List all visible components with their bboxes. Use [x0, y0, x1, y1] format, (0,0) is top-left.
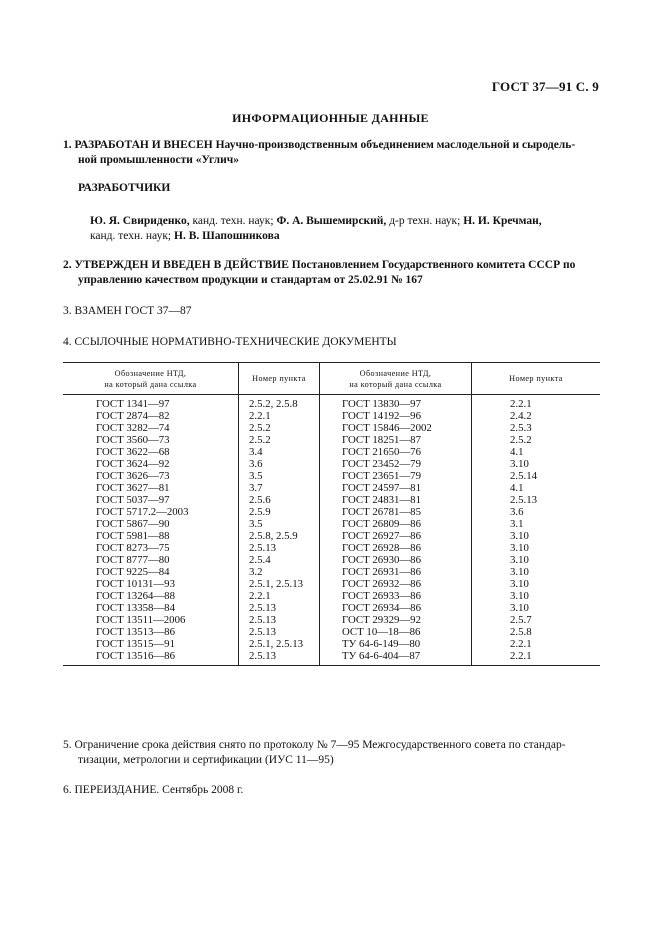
ref-doc-cell: ГОСТ 21650—76 [320, 446, 472, 458]
ref-doc-cell: ГОСТ 9225—84 [96, 566, 170, 578]
developer-degree: д-р техн. наук; [389, 215, 461, 227]
developers-line2 [90, 229, 598, 244]
ref-doc-cell: ГОСТ 3282—74 [96, 422, 170, 434]
ref-doc-cell: ГОСТ 5867—90 [96, 518, 170, 530]
ref-point-cell: 2.5.9 [239, 506, 320, 518]
ref-point-cell: 3.6 [472, 506, 601, 518]
ref-doc-cell: ГОСТ 13511—2006 [96, 614, 186, 626]
page-title: ИНФОРМАЦИОННЫЕ ДАННЫЕ [232, 111, 429, 125]
section-approved-label: 2. УТВЕРЖДЕН И ВВЕДЕН В ДЕЙСТВИЕ [63, 259, 289, 271]
document-id: ГОСТ 37—91 С. 9 [491, 79, 599, 94]
section-replaces: 3. ВЗАМЕН ГОСТ 37—87 [63, 305, 192, 317]
ref-point-cell: 2.5.6 [239, 494, 320, 506]
table-row [63, 650, 600, 666]
ref-point-cell: 3.10 [472, 578, 601, 590]
section-developed-line1 [63, 138, 599, 153]
ref-doc-cell: ГОСТ 29329—92 [320, 614, 472, 626]
section-approved-text: Постановлением Государственного комитета СССР по [291, 259, 576, 271]
ref-doc-cell: ГОСТ 10131—93 [96, 578, 175, 590]
ref-doc-cell: ОСТ 10—18—86 [320, 626, 472, 638]
ref-point-cell: 3.10 [472, 530, 601, 542]
section-developed-line2: ной промышленности «Углич» [78, 154, 239, 166]
ref-point-cell: 3.10 [472, 590, 601, 602]
col-header-doc: Обозначение НТД, на который дана ссылка [63, 363, 239, 395]
section-validity-line2: тизации, метрологии и сертификации (ИУС 11—95) [78, 754, 334, 766]
table-row [63, 395, 600, 411]
ref-doc-cell: ГОСТ 3622—68 [96, 446, 170, 458]
table-row [63, 470, 600, 482]
table-row [63, 482, 600, 494]
table-row [63, 518, 600, 530]
col-header-point: Номер пункта [239, 363, 320, 395]
ref-point-cell: 3.10 [472, 542, 601, 554]
ref-point-cell: 2.5.2 [472, 434, 601, 446]
ref-point-cell: 3.1 [472, 518, 601, 530]
ref-doc-cell: ГОСТ 24597—81 [320, 482, 472, 494]
developers-line1 [90, 214, 598, 229]
table-row [63, 458, 600, 470]
ref-point-cell: 3.4 [239, 446, 320, 458]
section-approved [63, 258, 599, 288]
ref-doc-cell: ГОСТ 26930—86 [320, 554, 472, 566]
ref-point-cell: 2.2.1 [239, 590, 320, 602]
ref-doc-cell: ГОСТ 26932—86 [320, 578, 472, 590]
section-developed-label: 1. РАЗРАБОТАН И ВНЕСЕН [63, 139, 213, 151]
ref-point-cell: 2.2.1 [239, 410, 320, 422]
ref-point-cell: 2.5.2, 2.5.8 [239, 395, 320, 411]
table-row [63, 602, 600, 614]
ref-doc-cell: ГОСТ 8777—80 [96, 554, 170, 566]
table-row [63, 410, 600, 422]
ref-doc-cell: ГОСТ 23452—79 [320, 458, 472, 470]
ref-doc-cell: ГОСТ 26809—86 [320, 518, 472, 530]
ref-doc-cell: ГОСТ 24831—81 [320, 494, 472, 506]
section-validity-line1: 5. Ограничение срока действия снято по протоколу № 7—95 Межгосударственного совета по стандар- [63, 739, 566, 751]
developer-name: Ю. Я. Свириденко, [90, 215, 190, 227]
ref-doc-cell: ТУ 64-6-149—80 [320, 638, 472, 650]
table-row [63, 506, 600, 518]
ref-point-cell: 3.10 [472, 554, 601, 566]
col-header-doc: Обозначение НТД, на который дана ссылка [320, 363, 472, 395]
ref-doc-cell: ГОСТ 5037—97 [96, 494, 170, 506]
ref-point-cell: 2.5.3 [472, 422, 601, 434]
developer-degree: канд. техн. наук; [192, 215, 274, 227]
ref-point-cell: 3.10 [472, 602, 601, 614]
references-table [63, 362, 600, 666]
ref-point-cell: 2.5.7 [472, 614, 601, 626]
section-reissue: 6. ПЕРЕИЗДАНИЕ. Сентябрь 2008 г. [63, 784, 244, 796]
table-body [63, 395, 600, 666]
table-row [63, 446, 600, 458]
ref-doc-cell: ГОСТ 13264—88 [96, 590, 175, 602]
ref-doc-cell: ГОСТ 13516—86 [63, 650, 239, 666]
ref-point-cell: 2.5.1, 2.5.13 [239, 638, 320, 650]
ref-point-cell: 2.5.4 [239, 554, 320, 566]
section-validity [63, 738, 599, 768]
col-header-point: Номер пункта [472, 363, 601, 395]
ref-doc-cell: ГОСТ 18251—87 [320, 434, 472, 446]
developers-list [90, 214, 598, 244]
developer-degree: канд. техн. наук; [90, 230, 172, 242]
developer-name: Ф. А. Вышемирский, [276, 215, 387, 227]
table-row [63, 566, 600, 578]
ref-doc-cell: ГОСТ 13513—86 [96, 626, 175, 638]
ref-point-cell: 2.5.8, 2.5.9 [239, 530, 320, 542]
section-references: 4. ССЫЛОЧНЫЕ НОРМАТИВНО-ТЕХНИЧЕСКИЕ ДОКУМЕНТЫ [63, 336, 397, 348]
ref-point-cell: 2.5.1, 2.5.13 [239, 578, 320, 590]
ref-point-cell: 2.5.13 [239, 614, 320, 626]
ref-point-cell: 3.2 [239, 566, 320, 578]
table-row [63, 626, 600, 638]
ref-point-cell: 2.5.14 [472, 470, 601, 482]
ref-doc-cell: ГОСТ 5981—88 [96, 530, 170, 542]
ref-doc-cell: ГОСТ 26934—86 [320, 602, 472, 614]
table-row [63, 494, 600, 506]
ref-doc-cell: ГОСТ 13830—97 [320, 395, 472, 411]
table-row [63, 542, 600, 554]
table-row [63, 422, 600, 434]
ref-point-cell: 2.2.1 [472, 638, 601, 650]
ref-doc-cell: ГОСТ 26927—86 [320, 530, 472, 542]
table-row [63, 554, 600, 566]
ref-doc-cell: ГОСТ 3627—81 [96, 482, 170, 494]
table-row [63, 530, 600, 542]
ref-point-cell: 2.5.2 [239, 434, 320, 446]
developer-name: Н. И. Кречман, [463, 215, 542, 227]
ref-point-cell: 4.1 [472, 482, 601, 494]
ref-doc-cell: ГОСТ 26933—86 [320, 590, 472, 602]
ref-doc-cell: ГОСТ 26928—86 [320, 542, 472, 554]
table-row [63, 578, 600, 590]
ref-doc-cell: ГОСТ 26931—86 [320, 566, 472, 578]
developers-heading: РАЗРАБОТЧИКИ [78, 182, 171, 194]
ref-point-cell: 2.5.13 [239, 650, 320, 666]
ref-doc-cell: ГОСТ 3626—73 [96, 470, 170, 482]
ref-doc-cell: ГОСТ 14192—96 [320, 410, 472, 422]
ref-point-cell: 3.6 [239, 458, 320, 470]
ref-point-cell: 2.5.8 [472, 626, 601, 638]
ref-point-cell: 2.5.13 [239, 542, 320, 554]
ref-doc-cell: ТУ 64-6-404—87 [320, 650, 472, 666]
ref-point-cell: 3.10 [472, 566, 601, 578]
ref-doc-cell: ГОСТ 3560—73 [96, 434, 170, 446]
ref-doc-cell: ГОСТ 3624—92 [96, 458, 170, 470]
ref-doc-cell: ГОСТ 26781—85 [320, 506, 472, 518]
ref-doc-cell: ГОСТ 8273—75 [96, 542, 170, 554]
table-row [63, 638, 600, 650]
ref-doc-cell: ГОСТ 1341—97 [96, 398, 170, 410]
table-row [63, 614, 600, 626]
ref-point-cell: 2.5.13 [239, 602, 320, 614]
developer-name: Н. В. Шапошникова [174, 230, 280, 242]
table-header-row [63, 363, 600, 395]
section-developed [63, 138, 599, 168]
ref-doc-cell: ГОСТ 13358—84 [96, 602, 175, 614]
ref-point-cell: 3.7 [239, 482, 320, 494]
ref-point-cell: 3.5 [239, 470, 320, 482]
table-row [63, 590, 600, 602]
ref-point-cell: 2.2.1 [472, 395, 601, 411]
section-approved-line2: управлению качеством продукции и стандартам от 25.02.91 № 167 [78, 274, 423, 286]
ref-point-cell: 2.2.1 [472, 650, 601, 666]
ref-doc-cell: ГОСТ 23651—79 [320, 470, 472, 482]
ref-doc-cell: ГОСТ 2874—82 [96, 410, 170, 422]
ref-doc-cell: ГОСТ 13515—91 [96, 638, 175, 650]
ref-point-cell: 3.5 [239, 518, 320, 530]
ref-doc-cell: ГОСТ 15846—2002 [320, 422, 472, 434]
section-approved-line1 [63, 258, 599, 273]
ref-point-cell: 2.4.2 [472, 410, 601, 422]
ref-point-cell: 2.5.2 [239, 422, 320, 434]
ref-point-cell: 4.1 [472, 446, 601, 458]
ref-point-cell: 3.10 [472, 458, 601, 470]
ref-point-cell: 2.5.13 [239, 626, 320, 638]
table-row [63, 434, 600, 446]
ref-doc-cell: ГОСТ 5717.2—2003 [96, 506, 189, 518]
ref-point-cell: 2.5.13 [472, 494, 601, 506]
section-developed-text: Научно-производственным объединением маслодельной и сыродель- [215, 139, 576, 151]
